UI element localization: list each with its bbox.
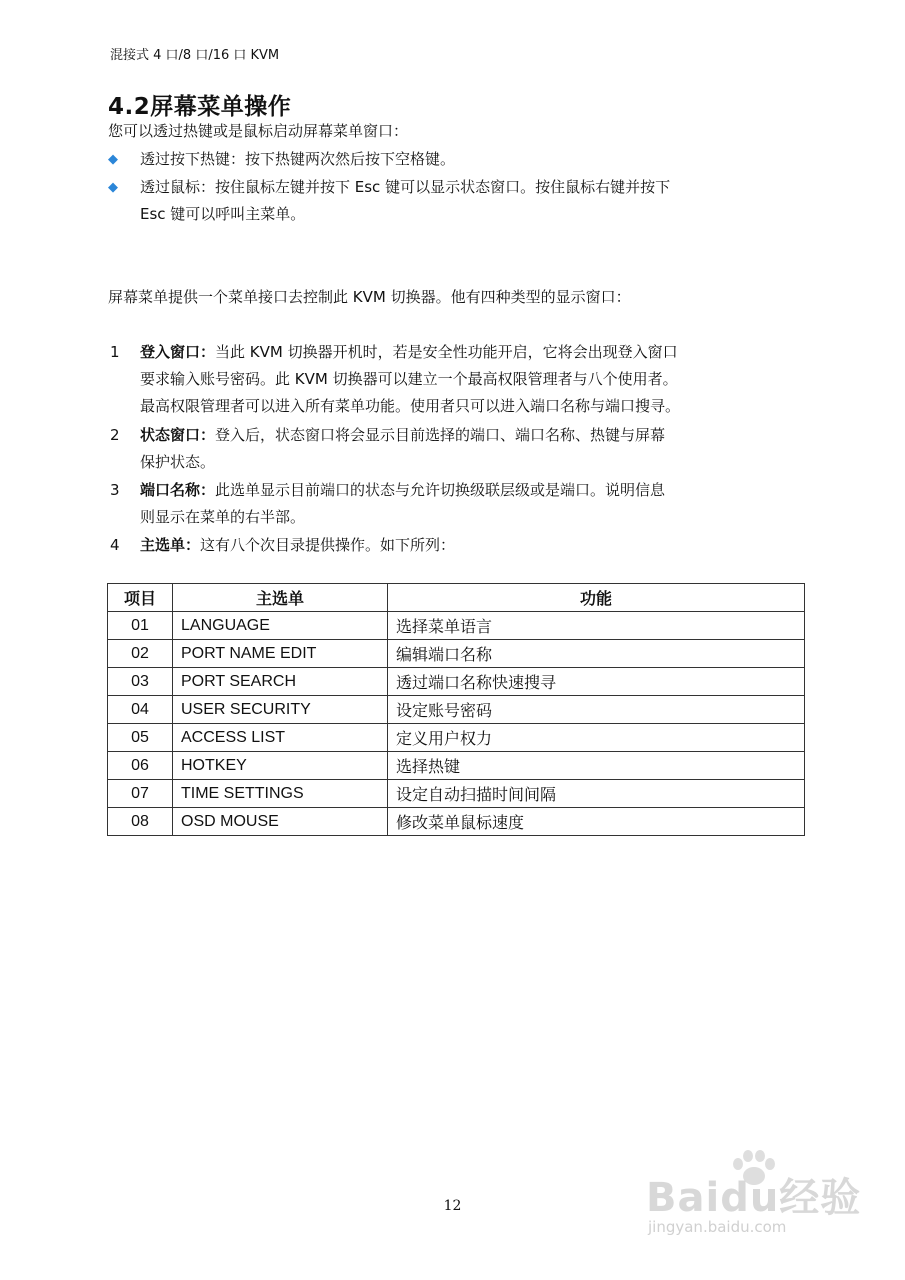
table-row [108,808,805,836]
section-title: 4.2屏幕菜单操作 [108,94,292,120]
bullet-item-hotkey [108,146,798,173]
item-text: 这有八个次目录提供操作。如下所列： [200,536,456,554]
cell-id: 08 [108,808,173,836]
item-label: 状态窗口： [140,426,216,444]
table-row [108,752,805,780]
cell-function: 选择菜单语言 [388,612,805,640]
cell-menu: LANGUAGE [173,612,388,640]
cell-id: 01 [108,612,173,640]
watermark-logo-text: Baidu经验 [646,1175,862,1221]
item-text: 此选单显示目前端口的状态与允许切换级联层级或是端口。说明信息 [215,481,666,499]
item-number: 2 [110,426,120,444]
table-row [108,696,805,724]
item-label: 端口名称： [140,481,216,499]
bullet-text: 透过按下热键：按下热键两次然后按下空格键。 [140,150,456,168]
table-header-row [108,584,805,612]
cell-menu: TIME SETTINGS [173,780,388,808]
baidu-watermark [640,1148,880,1248]
item-text-line3: 最高权限管理者可以进入所有菜单功能。使用者只可以进入端口名称与端口搜寻。 [140,397,681,415]
cell-menu: USER SECURITY [173,696,388,724]
column-header-function: 功能 [388,584,805,612]
table-row [108,724,805,752]
cell-menu: OSD MOUSE [173,808,388,836]
column-header-main-menu: 主选单 [173,584,388,612]
cell-id: 02 [108,640,173,668]
table-row [108,612,805,640]
cell-id: 07 [108,780,173,808]
cell-id: 05 [108,724,173,752]
cell-menu: PORT SEARCH [173,668,388,696]
table-row [108,780,805,808]
cell-function: 设定账号密码 [388,696,805,724]
bullet-text: 透过鼠标：按住鼠标左键并按下 Esc 键可以显示状态窗口。按住鼠标右键并按下 [140,178,671,196]
cell-id: 06 [108,752,173,780]
item-text-line2: 则显示在菜单的右半部。 [140,508,306,526]
page-number: 12 [443,1198,462,1214]
item-number: 4 [110,536,120,554]
cell-id: 04 [108,696,173,724]
cell-function: 透过端口名称快速搜寻 [388,668,805,696]
cell-function: 选择热键 [388,752,805,780]
item-label: 主选单： [140,536,201,554]
bullet-item-mouse [108,174,798,228]
item-text-line2: 保护状态。 [140,453,216,471]
watermark-url: jingyan.baidu.com [648,1218,787,1236]
cell-function: 编辑端口名称 [388,640,805,668]
diamond-bullet-icon: ◆ [108,152,118,167]
item-number: 3 [110,481,120,499]
bullet-text-continued: Esc 键可以呼叫主菜单。 [140,205,306,223]
list-item-port-name [108,477,798,531]
intro-text: 您可以透过热键或是鼠标启动屏幕菜单窗口： [108,122,409,140]
table-row [108,668,805,696]
table-row [108,640,805,668]
cell-function: 修改菜单鼠标速度 [388,808,805,836]
list-item-main-menu [108,532,798,559]
item-number: 1 [110,343,120,361]
main-menu-table [107,583,805,836]
item-text-line2: 要求输入账号密码。此 KVM 切换器可以建立一个最高权限管理者与八个使用者。 [140,370,678,388]
cell-id: 03 [108,668,173,696]
item-text: 当此 KVM 切换器开机时，若是安全性功能开启，它将会出现登入窗口 [215,343,678,361]
cell-function: 定义用户权力 [388,724,805,752]
page-header: 混接式 4 口/8 口/16 口 KVM [110,48,280,63]
diamond-bullet-icon: ◆ [108,180,118,195]
list-item-login-window [108,339,798,420]
item-label: 登入窗口： [140,343,216,361]
cell-menu: PORT NAME EDIT [173,640,388,668]
cell-function: 设定自动扫描时间间隔 [388,780,805,808]
cell-menu: HOTKEY [173,752,388,780]
description-text: 屏幕菜单提供一个菜单接口去控制此 KVM 切换器。他有四种类型的显示窗口： [108,288,631,306]
column-header-item: 项目 [108,584,173,612]
list-item-status-window [108,422,798,476]
cell-menu: ACCESS LIST [173,724,388,752]
item-text: 登入后，状态窗口将会显示目前选择的端口、端口名称、热键与屏幕 [215,426,666,444]
